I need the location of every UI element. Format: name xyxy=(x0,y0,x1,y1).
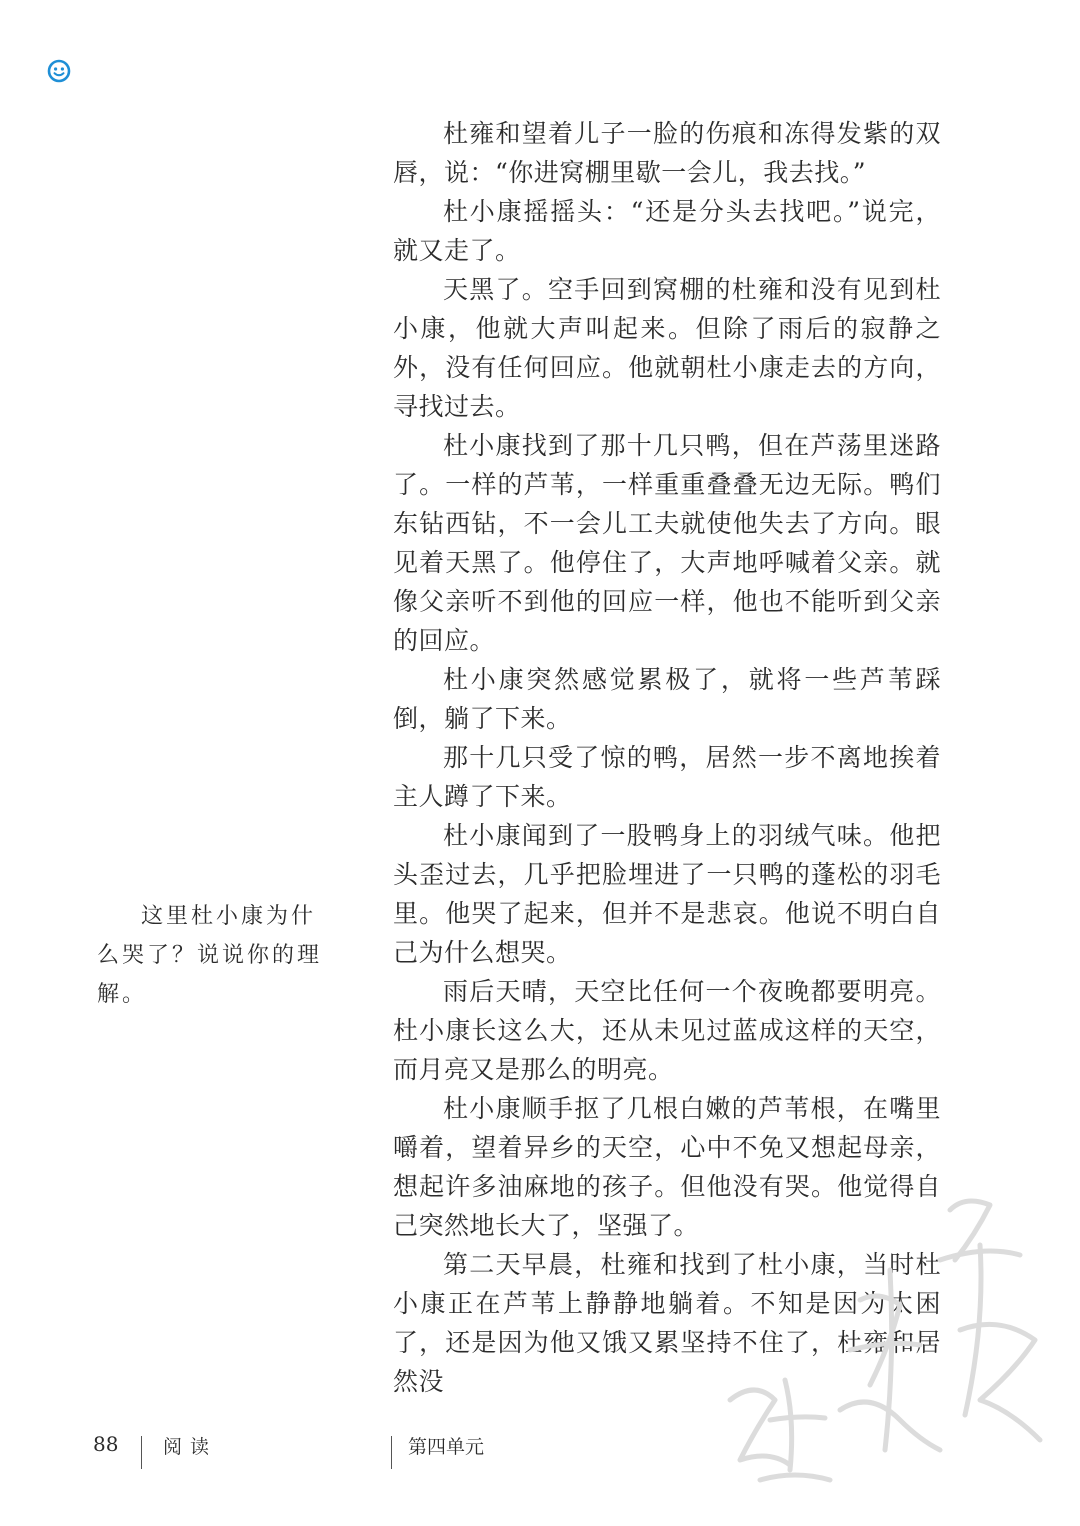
paragraph: 杜雍和望着儿子一脸的伤痕和冻得发紫的双唇，说：“你进窝棚里歇一会儿，我去找。” xyxy=(393,119,941,187)
footer-divider xyxy=(391,1436,392,1469)
paragraph: 杜小康闻到了一股鸭身上的羽绒气味。他把头歪过去，几乎把脸埋进了一只鸭的蓬松的羽毛里。他哭了起来，但并不是悲哀。他说不明白自己为什么想哭。 xyxy=(393,821,941,967)
paragraph: 天黑了。空手回到窝棚的杜雍和没有见到杜小康，他就大声叫起来。但除了雨后的寂静之外，没有任何回应。他就朝杜小康走去的方向，寻找过去。 xyxy=(393,275,941,421)
paragraph: 杜小康顺手抠了几根白嫩的芦苇根，在嘴里嚼着，望着异乡的天空，心中不免又想起母亲，想起许多油麻地的孩子。但他没有哭。他觉得自己突然地长大了，坚强了。 xyxy=(393,1094,941,1240)
page-number: 88 xyxy=(93,1432,119,1456)
paragraph: 杜小康找到了那十几只鸭，但在芦荡里迷路了。一样的芦苇，一样重重叠叠无边无际。鸭们东钻西钻，不一会儿工夫就使他失去了方向。眼见着天黑了。他停住了，大声地呼喊着父亲。就像父亲听不到他的回应一样，他也不能听到父亲的回应。 xyxy=(393,431,941,655)
main-text xyxy=(393,114,941,1401)
paragraph: 杜小康突然感觉累极了，就将一些芦苇踩倒，躺了下来。 xyxy=(393,665,941,733)
margin-question-note: 这里杜小康为什么哭了？说说你的理解。 xyxy=(97,904,323,1007)
section-name: 阅读 xyxy=(163,1436,218,1458)
unit-name: 第四单元 xyxy=(408,1436,485,1458)
paragraph: 那十几只受了惊的鸭，居然一步不离地挨着主人蹲了下来。 xyxy=(393,743,941,811)
paragraph: 第二天早晨，杜雍和找到了杜小康，当时杜小康正在芦苇上静静地躺着。不知是因为太困了，还是因为他又饿又累坚持不住了，杜雍和居然没 xyxy=(393,1250,941,1396)
smiley-face-icon xyxy=(47,59,71,83)
footer-divider xyxy=(141,1436,142,1469)
paragraph: 杜小康摇摇头：“还是分头去找吧。”说完，就又走了。 xyxy=(393,197,941,265)
paragraph: 雨后天晴，天空比任何一个夜晚都要明亮。杜小康长这么大，还从未见过蓝成这样的天空，而月亮又是那么的明亮。 xyxy=(393,977,941,1084)
